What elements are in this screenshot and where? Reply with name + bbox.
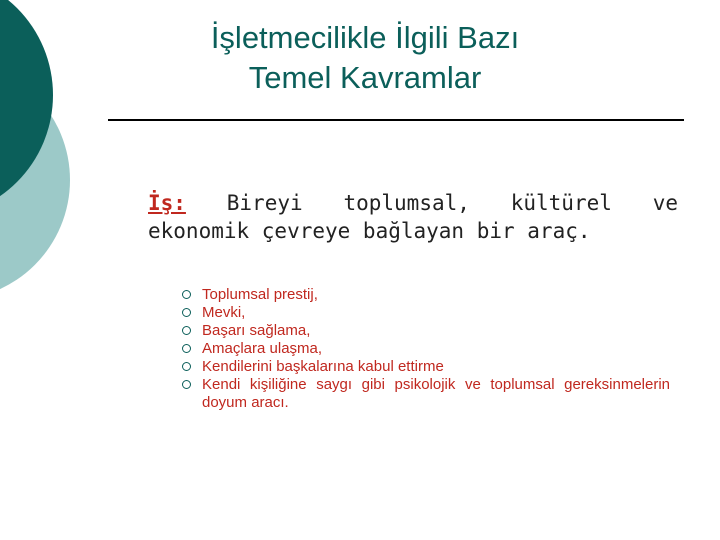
list-item [182,322,670,340]
circle-bullet-icon [182,326,191,335]
circle-bullet-icon [182,362,191,371]
list-item [182,304,670,322]
list-item-text: Başarı sağlama, [202,322,311,339]
list-item [182,340,670,358]
list-item-text: Kendilerini başkalarına kabul ettirme [202,358,444,375]
decorative-circles [0,0,90,300]
list-item [182,286,670,304]
definition-term: İş: [148,191,186,215]
list-item-text: Toplumsal prestij, [202,286,318,303]
circle-bullet-icon [182,308,191,317]
bullet-list [182,286,670,412]
circle-bullet-icon [182,344,191,353]
title-divider [108,119,684,121]
list-item [182,376,670,412]
definition-text: Bireyi toplumsal, kültürel ve ekonomik çevreye bağlayan bir araç. [148,191,678,243]
circle-bullet-icon [182,290,191,299]
slide-title [150,18,580,98]
title-line-1: İşletmecilikle İlgili Bazı [210,20,520,55]
title-line-2: Temel Kavramlar [248,60,482,95]
definition-paragraph [148,189,678,245]
list-item-text: Amaçlara ulaşma, [202,340,323,357]
list-item-text: Kendi kişiliğine saygı gibi psikolojik ve toplumsal gereksinmelerin doyum aracı. [202,376,670,411]
list-item [182,358,670,376]
circle-bullet-icon [182,380,191,389]
list-item-text: Mevki, [202,304,246,321]
